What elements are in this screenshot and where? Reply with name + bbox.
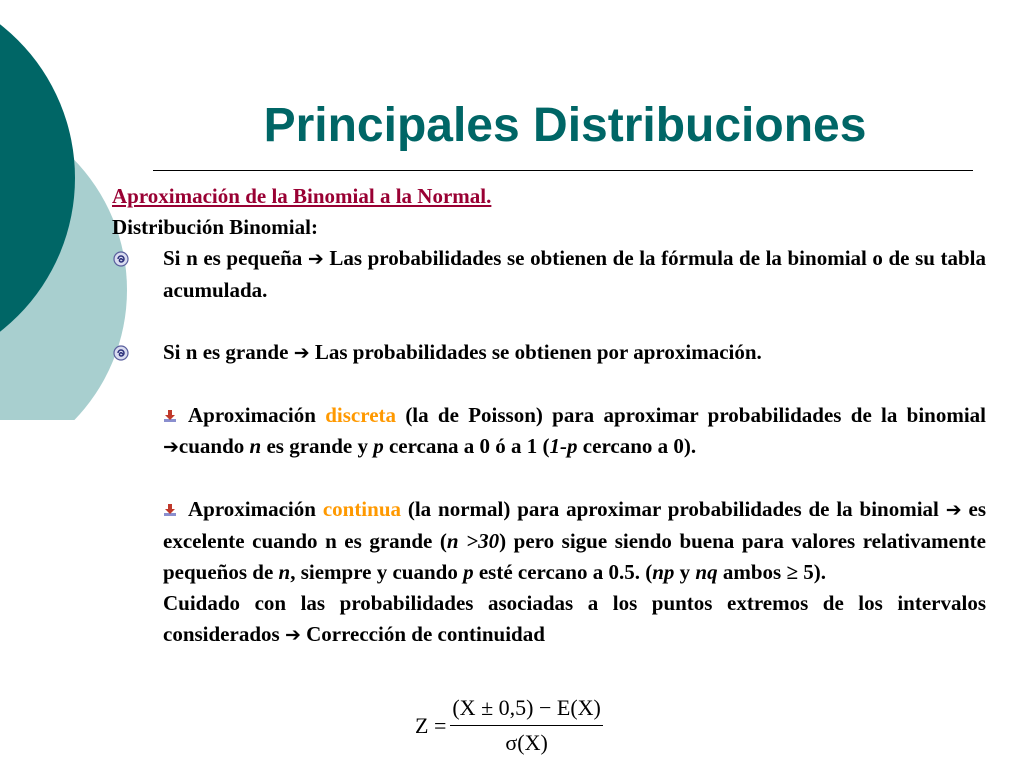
slide-title: Principales Distribuciones <box>263 99 867 152</box>
title-divider <box>153 170 973 171</box>
swirl-bullet-icon <box>113 345 129 361</box>
arrow-right-icon: ➔ <box>945 499 962 521</box>
text: ) pero sigue siendo buena para valores relativamente pequeños de <box>163 529 986 584</box>
bullet-small-n-text: Las probabilidades se obtienen de la fórmula de la binomial o de su tabla acumulada. <box>163 246 987 302</box>
var-p: p <box>373 434 384 458</box>
text: es excelente cuando n es grande ( <box>163 497 987 553</box>
formula-lhs: Z = <box>415 712 447 738</box>
text: y <box>679 560 691 584</box>
swirl-bullet-icon <box>113 251 129 267</box>
var-n: n <box>278 560 291 584</box>
var-np: np <box>652 560 675 584</box>
highlight-discreta: discreta <box>325 403 397 427</box>
text: Aproximación <box>188 403 316 427</box>
text: Cuidado con las probabilidades asociadas a los puntos extremos de los intervalos considerados <box>163 591 986 646</box>
text: Aproximación <box>188 497 316 521</box>
formula-numerator: (X ± 0,5) − E(X) <box>450 693 603 726</box>
highlight-continua: continua <box>322 497 401 521</box>
bullet-small-n-lead: Si n es pequeña <box>163 246 303 270</box>
var-nq: nq <box>695 560 718 584</box>
slide-body <box>112 181 986 651</box>
arrow-right-icon: ➔ <box>284 624 301 646</box>
text: Corrección de continuidad <box>306 622 545 646</box>
bullet-large-n-lead: Si n es grande <box>163 340 289 364</box>
formula-denominator: σ(X) <box>505 730 548 755</box>
var-1-p: 1-p <box>549 434 578 458</box>
var-p: p <box>463 560 474 584</box>
arrow-down-bullet-icon <box>163 503 177 517</box>
text: cercana a 0 ó a 1 ( <box>388 434 550 458</box>
continuity-note <box>163 588 986 651</box>
sub-bullet-discreta <box>163 400 986 463</box>
text: , siempre y cuando <box>290 560 458 584</box>
text: cercano a 0). <box>582 434 697 458</box>
sub-bullet-continua <box>163 494 986 588</box>
subheading: Distribución Binomial: <box>112 215 318 239</box>
var-n: n <box>249 434 262 458</box>
text: es grande y <box>266 434 368 458</box>
text: (la de Poisson) para aproximar probabilidades de la binomial <box>405 403 987 427</box>
formula-fraction <box>450 693 603 758</box>
bullet-small-n <box>112 243 986 306</box>
arrow-right-icon: ➔ <box>293 342 310 364</box>
condition-n-gt-30: n >30 <box>446 529 500 553</box>
text: cuando <box>178 434 245 458</box>
text: esté cercano a 0.5. ( <box>478 560 653 584</box>
bullet-large-n-text: Las probabilidades se obtienen por aproximación. <box>314 340 762 364</box>
section-heading: Aproximación de la Binomial a la Normal. <box>112 184 492 208</box>
z-formula <box>415 693 603 758</box>
arrow-down-bullet-icon <box>163 409 177 423</box>
text: ambos ≥ 5). <box>722 560 826 584</box>
text: (la normal) para aproximar probabilidades de la binomial <box>407 497 939 521</box>
bullet-large-n <box>112 337 986 369</box>
arrow-right-icon: ➔ <box>307 248 324 270</box>
arrow-right-icon: ➔ <box>163 436 179 458</box>
